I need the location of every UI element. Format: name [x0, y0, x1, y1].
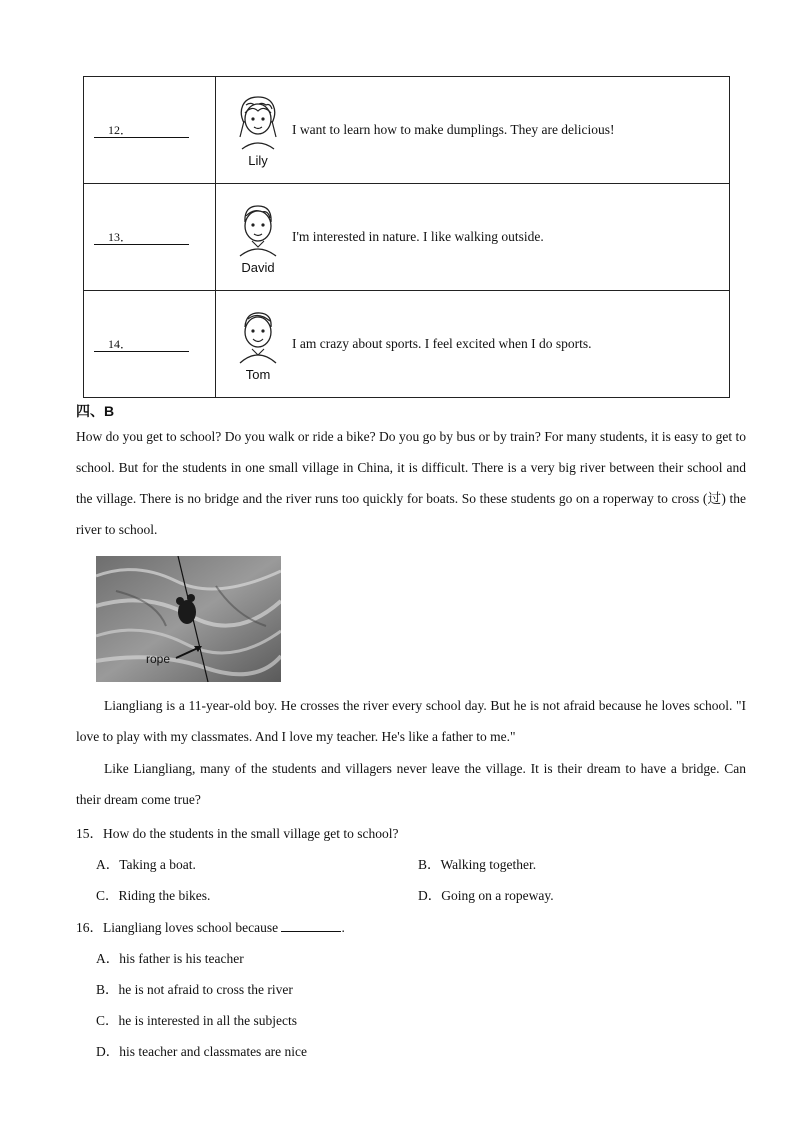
section-heading: 四、B [76, 403, 115, 419]
answer-cell [84, 184, 216, 291]
question-16-option-b[interactable]: B．he is not afraid to cross the river [96, 982, 293, 997]
passage-paragraph-1: How do you get to school? Do you walk or ride a bike? Do you go by bus or by train? For many students, it is easy to get to school. But for the students in one small village in China, it is difficult. There is a very big river between their school and the village. There is no bridge and the river runs too quickly for boats. So these students go on a roperway to cross (过) the river to school. [76, 429, 746, 537]
question-16-option-c[interactable]: C．he is interested in all the subjects [96, 1013, 297, 1028]
boy-avatar-icon [232, 307, 284, 365]
question-16-stem [76, 916, 345, 936]
person-name: Tom [245, 366, 271, 382]
answer-blank-13[interactable]: 13． [94, 230, 189, 245]
person-name: Lily [248, 152, 268, 168]
question-15-option-d[interactable]: D．Going on a ropeway. [418, 888, 554, 903]
question-16-stem-text: 16．Liangliang loves school because [76, 920, 282, 935]
table-row [84, 291, 730, 398]
boy-avatar-icon [232, 200, 284, 258]
person-statement: I want to learn how to make dumplings. They are delicious! [292, 122, 615, 137]
person-name: David [241, 259, 275, 275]
question-16-stem-end: . [341, 920, 345, 935]
question-15-option-c[interactable]: C．Riding the bikes. [96, 888, 211, 903]
passage-paragraph-2: Liangliang is a 11-year-old boy. He crosses the river every school day. But he is not afraid because he loves school. "I love to play with my classmates. And I love my teacher. He's like a father to me." [76, 698, 746, 744]
person-statement: I am crazy about sports. I feel excited when I do sports. [292, 336, 592, 351]
river-photo-image [96, 556, 281, 682]
answer-cell [84, 77, 216, 184]
question-15-option-a[interactable]: A．Taking a boat. [96, 857, 196, 872]
river-ropeway-photo [96, 556, 281, 682]
person-cell [216, 77, 730, 184]
question-16-blank[interactable] [281, 919, 341, 932]
answer-blank-14[interactable]: 14． [94, 337, 189, 352]
person-cell [216, 291, 730, 398]
question-15-stem: 15．How do the students in the small village get to school? [76, 826, 399, 841]
matching-table [83, 76, 730, 398]
person-statement: I'm interested in nature. I like walking outside. [292, 229, 544, 244]
question-16-option-a[interactable]: A．his father is his teacher [96, 951, 244, 966]
rope-label: rope [146, 652, 171, 666]
girl-avatar-icon [232, 93, 284, 151]
table-row [84, 77, 730, 184]
answer-cell [84, 291, 216, 398]
person-cell [216, 184, 730, 291]
table-row [84, 184, 730, 291]
passage-paragraph-3: Like Liangliang, many of the students and villagers never leave the village. It is their dream to have a bridge. Can their dream come true? [76, 761, 746, 807]
question-15-option-b[interactable]: B．Walking together. [418, 857, 537, 872]
answer-blank-12[interactable]: 12． [94, 123, 189, 138]
question-16-option-d[interactable]: D．his teacher and classmates are nice [96, 1044, 308, 1059]
